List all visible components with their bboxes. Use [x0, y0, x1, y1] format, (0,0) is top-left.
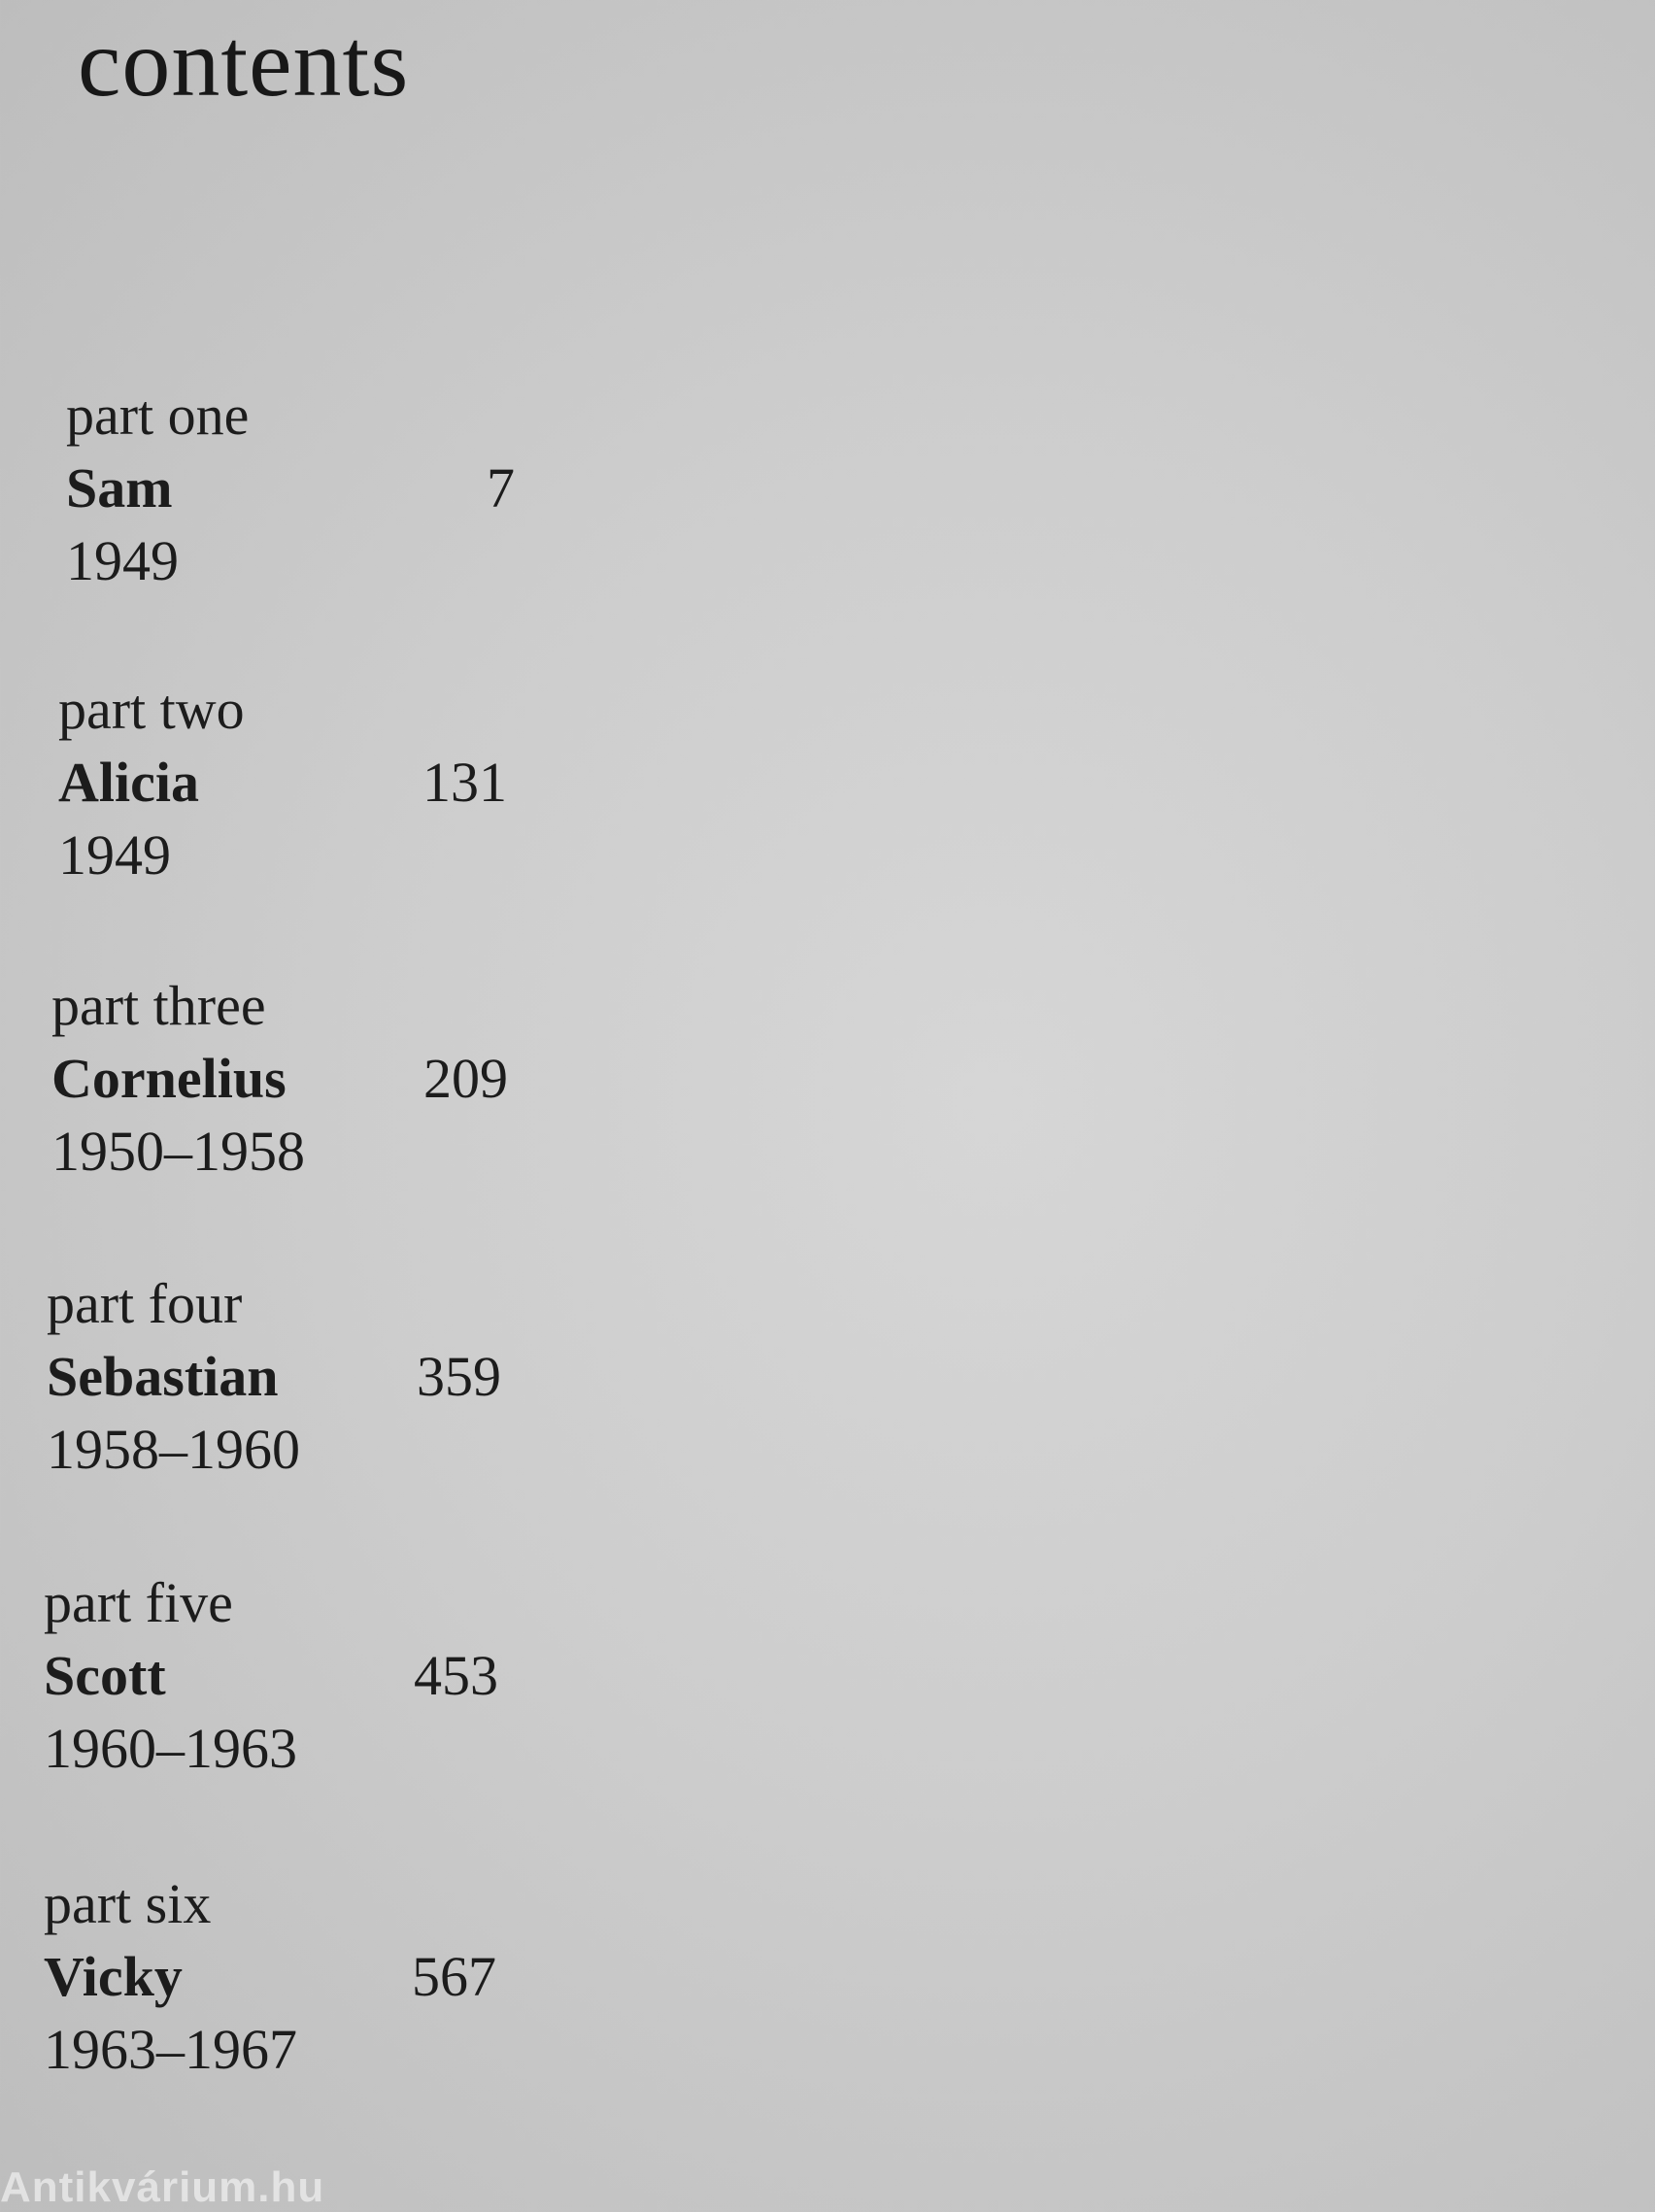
part-label: part one — [66, 384, 250, 447]
toc-entry — [47, 1267, 501, 1486]
part-name: Scott — [44, 1644, 166, 1707]
part-years: 1958–1960 — [47, 1418, 300, 1481]
toc-entry — [58, 673, 507, 891]
part-years: 1949 — [66, 529, 179, 592]
name-row — [66, 452, 515, 524]
name-row — [51, 1042, 508, 1115]
part-name: Alicia — [58, 751, 199, 814]
watermark: Antikvárium.hu — [0, 2163, 325, 2211]
name-row — [44, 1639, 498, 1712]
part-label: part two — [58, 678, 245, 741]
part-years: 1950–1958 — [51, 1120, 305, 1183]
part-label: part six — [44, 1872, 212, 1935]
part-label: part five — [44, 1571, 233, 1634]
part-years: 1963–1967 — [44, 2018, 297, 2081]
page-number: 7 — [487, 456, 515, 519]
page-number: 209 — [423, 1047, 508, 1110]
toc-entry — [44, 1867, 496, 2086]
page-number: 567 — [412, 1945, 496, 2008]
page-number: 359 — [417, 1345, 501, 1408]
toc-entry — [44, 1566, 498, 1785]
part-label: part four — [47, 1272, 243, 1335]
name-row — [44, 1940, 496, 2013]
part-years: 1960–1963 — [44, 1717, 297, 1780]
name-row — [47, 1340, 501, 1413]
toc-entry — [66, 379, 515, 597]
page-title: contents — [78, 9, 410, 117]
page-number: 453 — [414, 1644, 498, 1707]
toc-entry — [51, 969, 508, 1188]
part-name: Sebastian — [47, 1345, 279, 1408]
part-name: Vicky — [44, 1945, 183, 2008]
page-number: 131 — [422, 751, 507, 814]
name-row — [58, 746, 507, 819]
part-name: Cornelius — [51, 1047, 287, 1110]
part-name: Sam — [66, 456, 173, 519]
part-years: 1949 — [58, 823, 171, 887]
part-label: part three — [51, 974, 266, 1037]
